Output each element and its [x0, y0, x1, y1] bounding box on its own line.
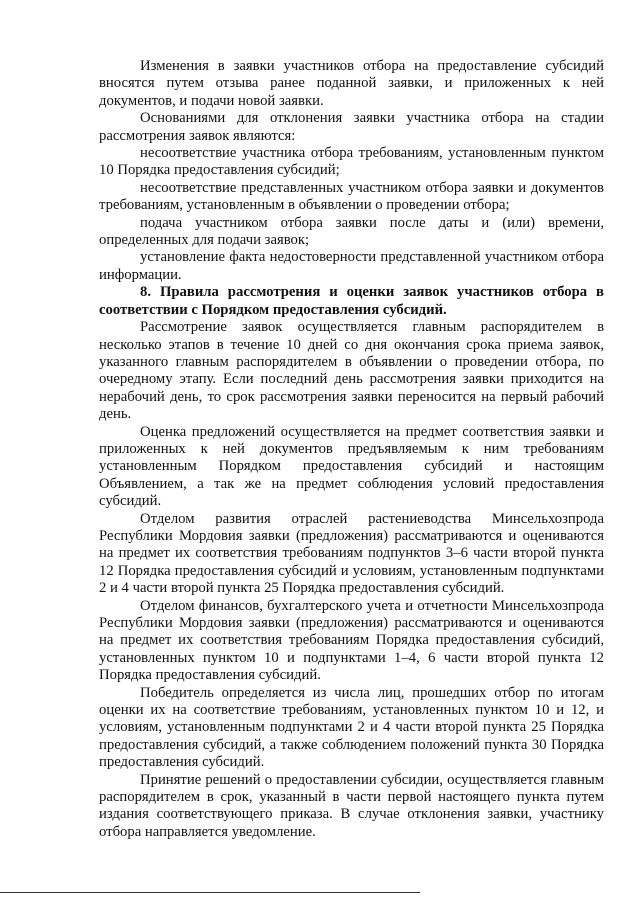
paragraph-ground-1: несоответствие участника отбора требованиям, установленным пунктом 10 Порядка предоставления субсидий;	[99, 145, 604, 179]
paragraph-review: Рассмотрение заявок осуществляется главным распорядителем в несколько этапов в течение 10 дней со дня окончания срока приема заявок, указанного главным распорядителем в объявлении о проведении отбора, по очередному этапу. Если последний день рассмотрения заявки приходится на нерабочий день, то срок рассмотрения заявки переносится на первый рабочий день.	[99, 319, 604, 423]
paragraph-decision: Принятие решений о предоставлении субсидии, осуществляется главным распорядителем в срок, указанный в части первой настоящего пункта путем издания соответствующего приказа. В случае отклонения заявки, участнику отбора направляется уведомление.	[99, 771, 604, 840]
paragraph-ground-4: установление факта недостоверности представленной участником отбора информации.	[99, 249, 604, 283]
footer-divider	[0, 892, 420, 893]
paragraph-ground-3: подача участником отбора заявки после даты и (или) времени, определенных для подачи заявок;	[99, 214, 604, 249]
paragraph-changes: Изменения в заявки участников отбора на предоставление субсидий вносятся путем отзыва ранее поданной заявки, и приложенных к ней документов, и подачи новой заявки.	[99, 58, 604, 109]
paragraph-evaluation: Оценка предложений осуществляется на предмет соответствия заявки и приложенных к ней документов предъявляемым к ним требованиям установленным Порядком предоставления субсидий и настоящим Объявлением, а так же на предмет соблюдения условий предоставления субсидий.	[99, 423, 604, 510]
document-body	[99, 58, 604, 841]
paragraph-finance-department: Отделом финансов, бухгалтерского учета и отчетности Минсельхозпрода Республики Мордовия заявки (предложения) рассматриваются и оцениваются на предмет их соответствия требованиям Порядка предоставления субсидий, установленных пунктом 10 и подпунктами 1–4, 6 части второй пункта 12 Порядка предоставления субсидий.	[99, 597, 604, 684]
paragraph-ground-2: несоответствие представленных участником отбора заявки и документов требованиям, установленным в объявлении о проведении отбора;	[99, 179, 604, 214]
section-heading: 8. Правила рассмотрения и оценки заявок участников отбора в соответствии с Порядком предоставления субсидий.	[99, 284, 604, 318]
paragraph-rejection-grounds: Основаниями для отклонения заявки участника отбора на стадии рассмотрения заявок являются:	[99, 110, 604, 144]
paragraph-crop-department: Отделом развития отраслей растениеводства Минсельхозпрода Республики Мордовия заявки (предложения) рассматриваются и оцениваются на предмет их соответствия требованиям подпунктов 3–6 части второй пункта 12 Порядка предоставления субсидий и условиям, установленным подпунктами 2 и 4 части второй пункта 25 Порядка предоставления субсидий.	[99, 510, 604, 597]
paragraph-winner: Победитель определяется из числа лиц, прошедших отбор по итогам оценки их на соответствие требованиям, установленных пунктом 10 и 12, и условиям, установленным подпунктами 2 и 4 части второй пункта 25 Порядка предоставления субсидий, а также соблюдением положений пункта 30 Порядка предоставления субсидий.	[99, 684, 604, 771]
